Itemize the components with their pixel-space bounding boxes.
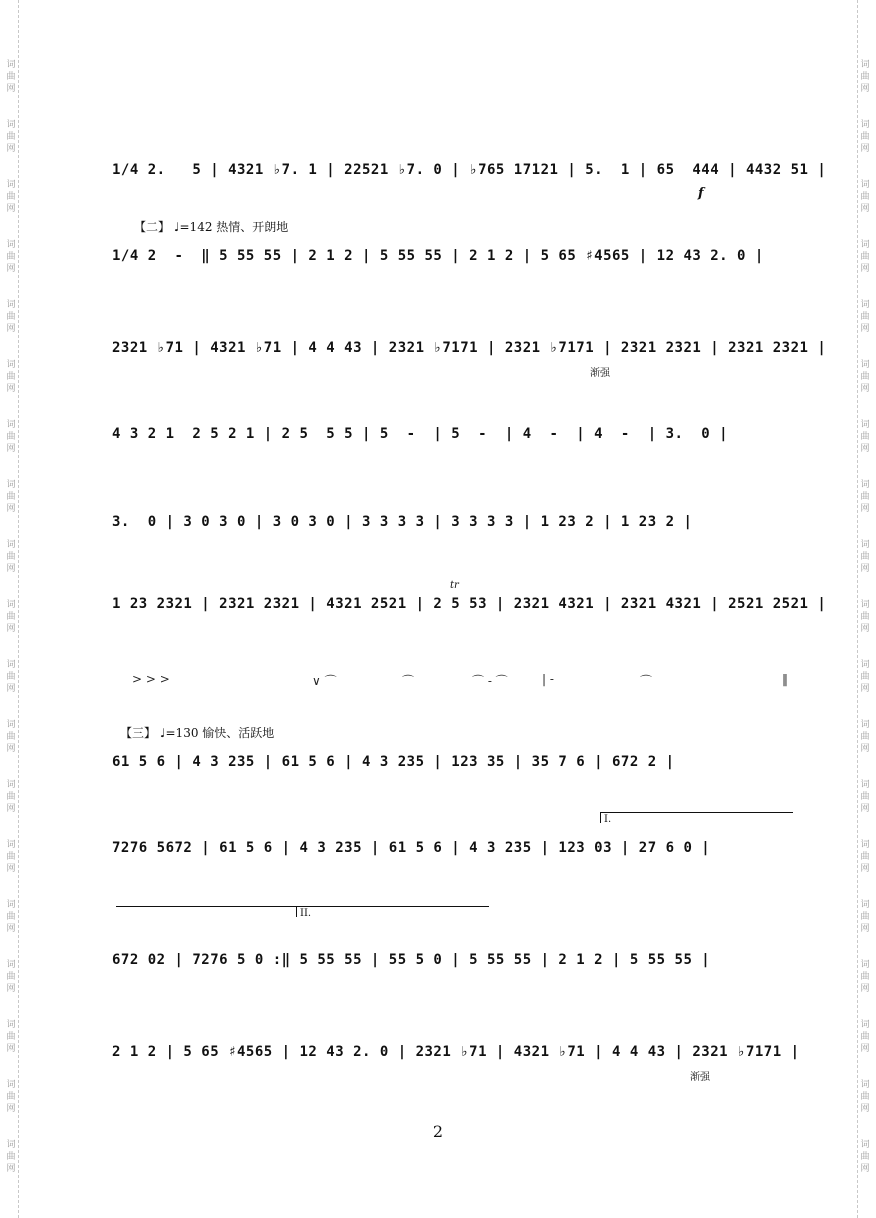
watermark-char: 词 xyxy=(860,60,870,70)
score-line-7: 61 5 6 | 4 3 235 | 61 5 6 | 4 3 235 | 123 35 | 35 7 6 | 672 2 | xyxy=(112,754,675,770)
watermark-char: 词 xyxy=(6,300,16,310)
watermark-char: 曲 xyxy=(860,1092,870,1102)
watermark-char: 网 xyxy=(860,924,870,934)
watermark-char: 词 xyxy=(6,120,16,130)
watermark-char: 曲 xyxy=(6,732,16,742)
watermark-char: 词 xyxy=(860,240,870,250)
watermark-char: 词 xyxy=(6,900,16,910)
watermark-char: 网 xyxy=(6,984,16,994)
score-line-2: 1/4 2 - ‖ 5 55 55 | 2 1 2 | 5 55 55 | 2 1 2 | 5 65 ♯4565 | 12 43 2. 0 | xyxy=(112,248,764,264)
score-line-5: 3. 0 | 3 0 3 0 | 3 0 3 0 | 3 3 3 3 | 3 3 3 3 | 1 23 2 | 1 23 2 | xyxy=(112,514,693,530)
watermark-char: 曲 xyxy=(860,432,870,442)
watermark-char: 曲 xyxy=(6,72,16,82)
watermark-char: 词 xyxy=(860,840,870,850)
watermark-char: 曲 xyxy=(6,192,16,202)
watermark-char: 词 xyxy=(860,480,870,490)
watermark-char: 曲 xyxy=(860,72,870,82)
watermark-char: 词 xyxy=(6,660,16,670)
watermark-char: 曲 xyxy=(860,792,870,802)
section-2-expression: 热情、开朗地 xyxy=(216,220,289,234)
watermark-char: 词 xyxy=(860,720,870,730)
watermark-char: 词 xyxy=(6,60,16,70)
watermark-char: 曲 xyxy=(860,552,870,562)
watermark-char: 曲 xyxy=(6,432,16,442)
watermark-char: 词 xyxy=(860,780,870,790)
watermark-char: 网 xyxy=(860,444,870,454)
watermark-char: 网 xyxy=(6,564,16,574)
watermark-char: 词 xyxy=(6,240,16,250)
volta-2-label: II. xyxy=(300,908,312,919)
watermark-char: 词 xyxy=(860,600,870,610)
watermark-char: 网 xyxy=(860,1164,870,1174)
score-line-1: 1/4 2. 5 | 4321 ♭7. 1 | 22521 ♭7. 0 | ♭765 17121 | 5. 1 | 65 444 | 4432 51 | xyxy=(112,162,827,178)
watermark-char: 曲 xyxy=(860,732,870,742)
volta-1-label: I. xyxy=(604,814,612,825)
watermark-char: 网 xyxy=(860,144,870,154)
section-3-header xyxy=(120,724,274,741)
volta-bracket-1 xyxy=(600,812,793,823)
watermark-char: 网 xyxy=(6,804,16,814)
watermark-char: 词 xyxy=(860,360,870,370)
watermark-char: 网 xyxy=(6,264,16,274)
watermark-char: 曲 xyxy=(6,852,16,862)
score-line-6: 1 23 2321 | 2321 2321 | 4321 2521 | 2 5 53 | 2321 4321 | 2321 4321 | 2521 2521 | xyxy=(112,596,827,612)
watermark-char: 曲 xyxy=(6,972,16,982)
watermark-char: 网 xyxy=(860,204,870,214)
watermark-char: 词 xyxy=(860,1140,870,1150)
crescendo-marking-2: 渐强 xyxy=(690,1072,710,1083)
section-3-expression: 愉快、活跃地 xyxy=(202,726,275,740)
watermark-char: 词 xyxy=(6,360,16,370)
watermark-char: 词 xyxy=(6,960,16,970)
crescendo-marking-1: 渐强 xyxy=(590,368,610,379)
watermark-char: 网 xyxy=(860,804,870,814)
watermark-char: 词 xyxy=(6,480,16,490)
page-number: 2 xyxy=(432,1122,444,1141)
score-line-3: 2321 ♭71 | 4321 ♭71 | 4 4 43 | 2321 ♭7171 | 2321 ♭7171 | 2321 2321 | 2321 2321 | xyxy=(112,340,827,356)
watermark-char: 曲 xyxy=(860,192,870,202)
watermark-char: 词 xyxy=(6,780,16,790)
watermark-char: 网 xyxy=(6,144,16,154)
watermark-char: 网 xyxy=(6,924,16,934)
watermark-char: 词 xyxy=(860,180,870,190)
section-2-tempo: ♩=142 xyxy=(173,220,213,234)
trill-marking: tr xyxy=(450,580,459,591)
watermark-char: 网 xyxy=(860,984,870,994)
watermark-char: 网 xyxy=(860,744,870,754)
watermark-char: 词 xyxy=(860,1020,870,1030)
watermark-char: 网 xyxy=(860,684,870,694)
watermark-char: 词 xyxy=(860,120,870,130)
watermark-char: 网 xyxy=(860,264,870,274)
watermark-char: 网 xyxy=(860,384,870,394)
watermark-char: 曲 xyxy=(6,1152,16,1162)
watermark-char: 网 xyxy=(860,1044,870,1054)
watermark-char: 网 xyxy=(6,384,16,394)
watermark-char: 网 xyxy=(6,744,16,754)
score-line-9: 672 02 | 7276 5 0 :‖ 5 55 55 | 55 5 0 | 5 55 55 | 2 1 2 | 5 55 55 | xyxy=(112,952,711,968)
watermark-char: 网 xyxy=(6,444,16,454)
watermark-char: 曲 xyxy=(6,552,16,562)
watermark-char: 曲 xyxy=(6,492,16,502)
watermark-char: 网 xyxy=(6,504,16,514)
score-line-8: 7276 5672 | 61 5 6 | 4 3 235 | 61 5 6 | 4 3 235 | 123 03 | 27 6 0 | xyxy=(112,840,711,856)
watermark-char: 网 xyxy=(860,624,870,634)
watermark-char: 网 xyxy=(860,84,870,94)
section-2-label: 【二】 xyxy=(134,220,171,234)
watermark-char: 曲 xyxy=(6,1092,16,1102)
watermark-char: 词 xyxy=(860,660,870,670)
watermark-char: 曲 xyxy=(6,612,16,622)
watermark-char: 曲 xyxy=(860,672,870,682)
watermark-char: 网 xyxy=(6,324,16,334)
watermark-char: 词 xyxy=(6,840,16,850)
watermark-char: 曲 xyxy=(860,132,870,142)
watermark-char: 曲 xyxy=(860,912,870,922)
watermark-char: 曲 xyxy=(6,792,16,802)
watermark-char: 词 xyxy=(6,420,16,430)
watermark-char: 网 xyxy=(6,864,16,874)
watermark-char: 词 xyxy=(6,600,16,610)
score-line-4: 4 3 2 1 2 5 2 1 | 2 5 5 5 | 5 - | 5 - | 4 - | 4 - | 3. 0 | xyxy=(112,426,729,442)
watermark-char: 词 xyxy=(860,420,870,430)
watermark-char: 网 xyxy=(6,84,16,94)
score-line-10: 2 1 2 | 5 65 ♯4565 | 12 43 2. 0 | 2321 ♭71 | 4321 ♭71 | 4 4 43 | 2321 ♭7171 | xyxy=(112,1044,800,1060)
watermark-char: 曲 xyxy=(860,1032,870,1042)
watermark-char: 网 xyxy=(6,684,16,694)
watermark-char: 曲 xyxy=(860,972,870,982)
section-3-tempo: ♩=130 xyxy=(159,726,199,740)
watermark-char: 词 xyxy=(860,540,870,550)
watermark-char: 曲 xyxy=(6,132,16,142)
watermark-char: 词 xyxy=(6,1020,16,1030)
watermark-char: 曲 xyxy=(860,492,870,502)
watermark-char: 网 xyxy=(860,864,870,874)
watermark-char: 网 xyxy=(6,1044,16,1054)
watermark-char: 曲 xyxy=(860,852,870,862)
watermark-char: 曲 xyxy=(860,612,870,622)
watermark-char: 网 xyxy=(6,1104,16,1114)
watermark-char: 词 xyxy=(860,300,870,310)
watermark-char: 曲 xyxy=(860,312,870,322)
volta-1-continuation xyxy=(116,906,300,907)
watermark-char: 网 xyxy=(6,1164,16,1174)
watermark-char: 网 xyxy=(860,324,870,334)
watermark-char: 曲 xyxy=(6,912,16,922)
watermark-char: 曲 xyxy=(860,1152,870,1162)
watermark-char: 词 xyxy=(860,960,870,970)
watermark-char: 曲 xyxy=(6,252,16,262)
watermark-char: 网 xyxy=(6,624,16,634)
watermark-char: 网 xyxy=(6,204,16,214)
watermark-char: 词 xyxy=(860,1080,870,1090)
faded-score-fragment: > > > ∨ ⌒ ⌒ ⌒ - ⌒ | - ⌒ ‖ xyxy=(132,672,788,688)
watermark-char: 网 xyxy=(860,564,870,574)
watermark-char: 曲 xyxy=(6,1032,16,1042)
volta-bracket-2 xyxy=(296,906,489,917)
watermark-char: 曲 xyxy=(6,312,16,322)
watermark-char: 词 xyxy=(860,900,870,910)
section-3-label: 【三】 xyxy=(120,726,157,740)
watermark-char: 网 xyxy=(860,504,870,514)
watermark-char: 曲 xyxy=(6,372,16,382)
watermark-char: 词 xyxy=(6,1080,16,1090)
watermark-char: 词 xyxy=(6,720,16,730)
watermark-char: 曲 xyxy=(860,372,870,382)
watermark-char: 词 xyxy=(6,1140,16,1150)
watermark-char: 词 xyxy=(6,540,16,550)
watermark-char: 曲 xyxy=(860,252,870,262)
dynamic-forte: f xyxy=(698,186,704,201)
watermark-char: 词 xyxy=(6,180,16,190)
watermark-char: 网 xyxy=(860,1104,870,1114)
watermark-char: 曲 xyxy=(6,672,16,682)
section-2-header xyxy=(134,218,288,235)
